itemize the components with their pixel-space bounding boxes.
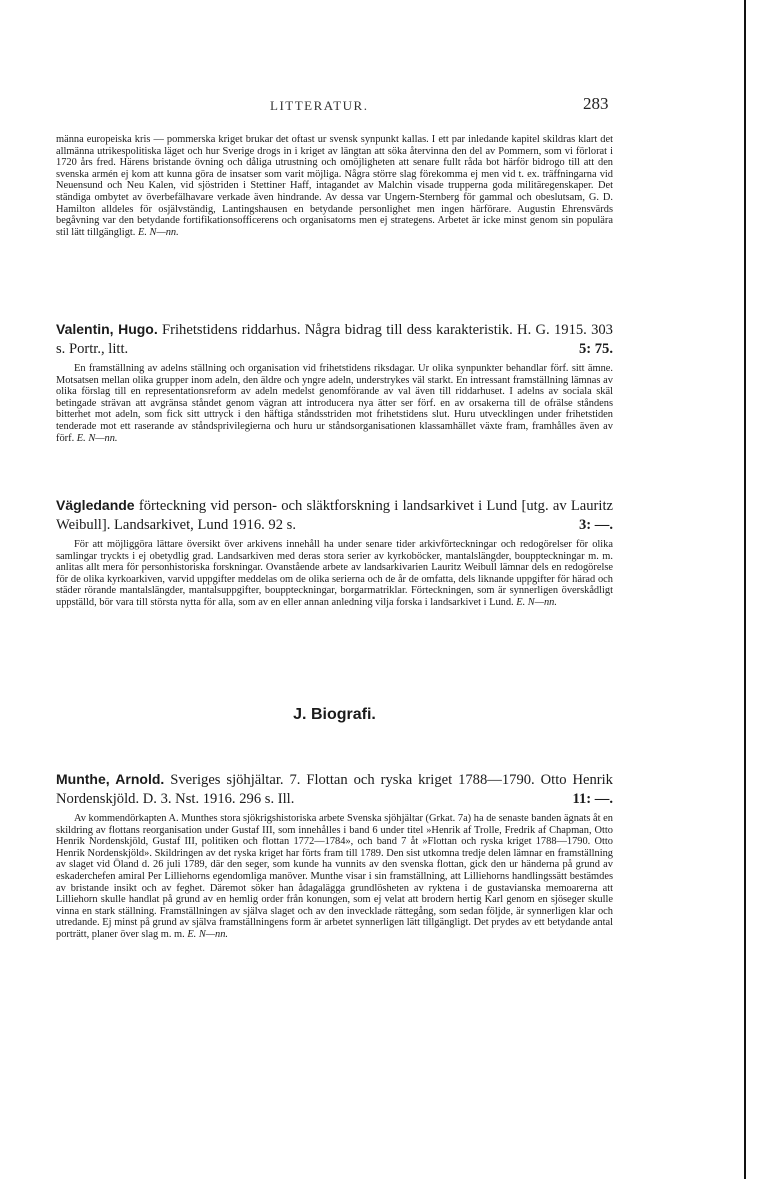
opening-paragraph: [56, 134, 613, 238]
entry-title: Frihetstidens riddarhus. Några bidrag till dess karakteristik. H. G. 1915. 303 s. Portr., litt.: [56, 322, 613, 357]
running-head: LITTERATUR.: [270, 98, 369, 113]
section-heading: J. Biografi.: [293, 706, 376, 723]
entry-heading: [56, 770, 613, 809]
opening-paragraph-text: männa europeiska kris — pommerska kriget brukar det oftast ur svensk synpunkt kallas. I ett par inledande kapitel skildras klart det allmänna utrikespolitiska läget och hur Sverige drogs in i kriget av längtan att söka återvinna den del av Pommern, som vi förlorat i 1720 års fred. Härens bristande övning och dåliga utrustning och omöjligheten att senare fullt råda bot härför bidrogo till att den svenska armén ej kom att kunna göra de insatser som varit möjliga. Några större slag förekomma ej men vid t. ex. träffningarna vid Neuensund och Neu Kalen, vid sjöstriden i Stettiner Haff, intagandet av Malchin visade trupperna goda militäregenskaper. Det ständiga ombytet av överbefälhavare verkade även hindrande. Av dessa var Ungern-Sternberg för gammal och obeslutsam, G. D. Hamilton alldeles för osjälvständig, Lantingshausen en betydande personlighet men ingen härförare. Augustin Ehrensvärds begåvning var den betydande fortifikationsofficerens och organisatorns men ej strategens. Arbetet är icke minst genom sin populära stil lätt tillgängligt.: [56, 134, 613, 238]
entry-price: 3: —.: [578, 517, 613, 533]
review-entry: [56, 320, 613, 444]
entry-heading: [56, 496, 613, 535]
entry-signature: E. N—nn.: [187, 928, 229, 940]
entry-price: 5: 75.: [578, 341, 613, 357]
entry-body-text: Av kommendörkapten A. Munthes stora sjökrigshistoriska arbete Svenska sjöhjältar (Grkat. 7a) ha de senaste banden ägnats åt en skildring av flottans reorganisation under Gustaf III, som innehålles i band 6 under titel »Henrik af Trolle, Fredrik af Chapman, Otto Henrik Nordenskjöld, Gustaf III, politiken och flottan 1772—1784», och band 7 åt »Flottan och ryska kriget 1788—1790. Otto Henrik Nordenskjöld». Skildringen av det ryska kriget har förts fram till 1789. Den sist utkomna tredje delen lämnar en framställning av slaget vid Öland d. 26 juli 1789, där den seger, som kunde ha vunnits av den svenska flottan, gick den ur händerna på grund av eskaderchefen amiral Per Lilliehorns egendomliga manöver. Munthe visar i sin framställning, att Lilliehorns handlingssätt bestämdes av bristande insikt och av feghet. Däremot söker han ådagalägga grundlösheten av ryktena i de gustavianska memoarerna att Lilliehorn skulle handlat på grund av en hemlig order från konungen, som ej velat att brodern hertig Karl genom en sjöseger skulle vinna en stark ställning. Framställningen av själva slaget och av den invecklade rättegång, som sedan följde, är synnerligen klar och utredande. Ej minst på grund av själva framställningens form är arbetet synnerligen lätt tillgängligt. Det prydes av ett betydande antal porträtt, planer över slag m. m.: [56, 813, 613, 940]
entry-author: Vägledande: [56, 497, 135, 513]
page-number: 283: [583, 94, 609, 113]
page-edge-rule: [744, 0, 746, 1179]
entry-body-text: En framställning av adelns ställning och organisation vid frihetstidens riksdagar. Ur olika synpunkter behandlar förf. sitt ämne. Motsatsen mellan olika grupper inom adeln, den äldre och yngre adeln, understrykes väl starkt. En intressant framställning lämnas av olika förslag till en representationsreform av adeln medelst genomförande av val även till riddarhuset. I adelns av sociala skäl betingade strävan att avgränsa ståndet genom vägran att introducera nya ätter ser förf. en av orsakerna till de ofrälse ståndens bitterhet mot adeln, som fick sitt uttryck i den häftiga ståndsstriden mot frihetstidens slut. Huru utvecklingen under frihetstiden tenderade mot ett raserande av ståndsprivilegierna och huru ur ståndsorganisationen klassamhället växte fram, framhålles även av förf.: [56, 363, 613, 444]
entry-body: [56, 363, 613, 444]
review-entry: [56, 770, 613, 941]
entry-heading: [56, 320, 613, 359]
opening-signature: E. N—nn.: [137, 226, 179, 238]
entry-title: förteckning vid person- och släktforskning i landsarkivet i Lund [utg. av Lauritz Weibull]. Landsarkivet, Lund 1916. 92 s.: [56, 498, 613, 533]
entry-body-text: För att möjliggöra lättare översikt över arkivens innehåll ha under senare tider arkivförteckningar och redogörelser för olika samlingar tryckts i ej obetydlig grad. Landsarkiven med deras stora serier av kyrkoböcker, mantalslängder, bouppteckningar m. m. anlitas allt mera för personhistoriska forskningar. Ovanstående arbete av landsarkivarien Lauritz Weibull lämnar dels en redogörelse för de olika kyrkoarkiven, varvid uppgifter meddelas om de olika serierna och de år de omfatta, dels liknande uppgifter för härad och städer rörande mantalslängder, mantalsuppgifter, bouppteckningar, borgarmatriklar. Förteckningen, som är synnerligen överskådligt uppställd, bör vara till största nytta för alla, som av en eller annan anledning vilja forska i landsarkivet i Lund.: [56, 539, 613, 608]
entry-title: Sveriges sjöhjältar. 7. Flottan och ryska kriget 1788—1790. Otto Henrik Nordenskjöld. D. 3. Nst. 1916. 296 s. Ill.: [56, 772, 613, 807]
entry-author: Valentin, Hugo.: [56, 321, 158, 337]
entry-body: [56, 813, 613, 941]
entry-body: [56, 539, 613, 609]
entry-signature: E. N—nn.: [516, 596, 557, 608]
entry-price: 11: —.: [572, 791, 613, 807]
entry-signature: E. N—nn.: [76, 432, 118, 444]
review-entry: [56, 496, 613, 609]
entry-author: Munthe, Arnold.: [56, 771, 165, 787]
